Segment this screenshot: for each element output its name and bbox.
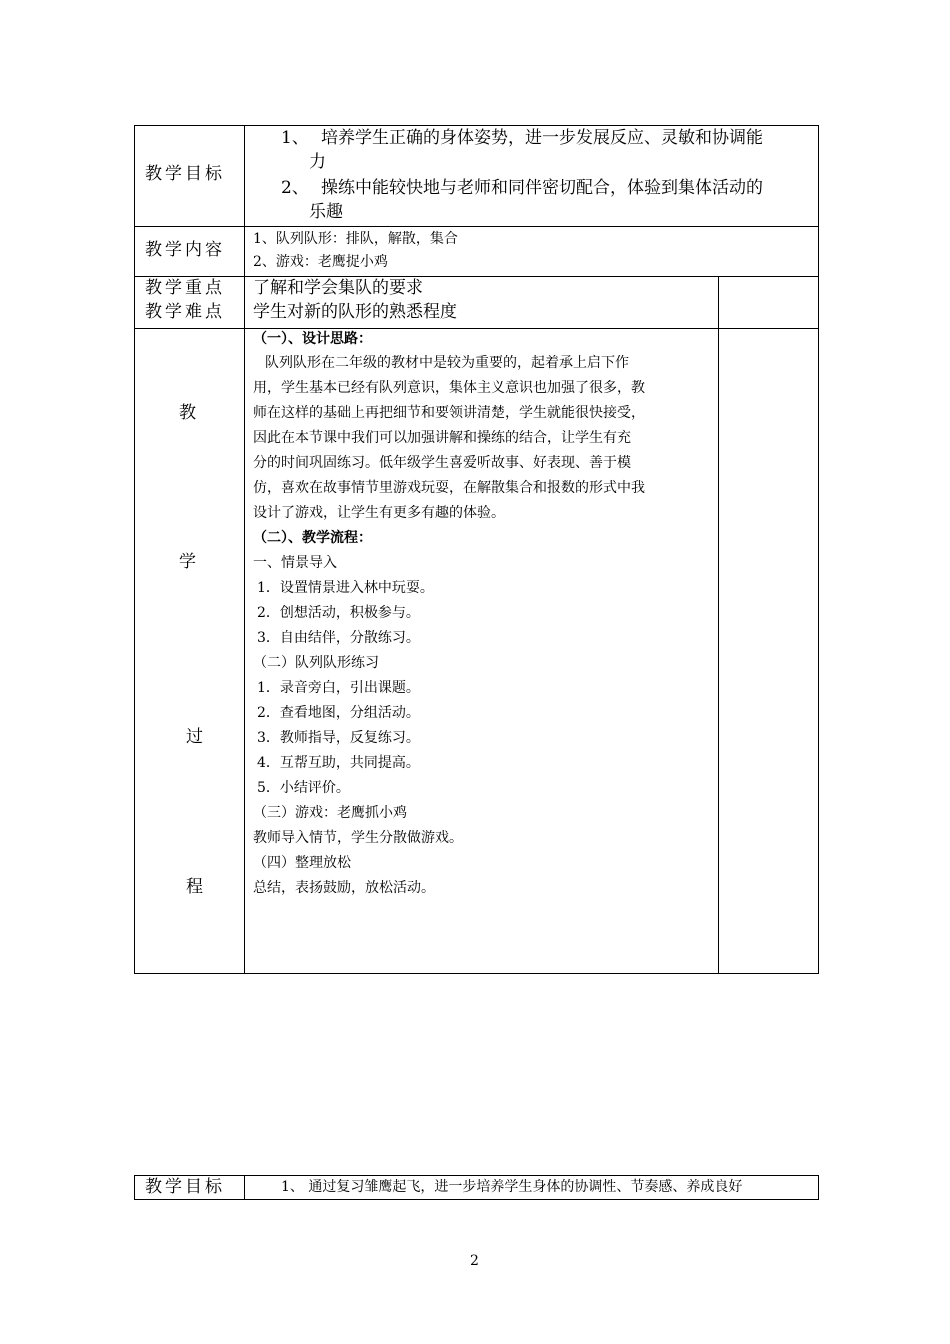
flow-step: 总结，表扬鼓励，放松活动。 <box>253 880 435 896</box>
content-line-1: 1、队列队形：排队，解散，集合 <box>253 231 458 247</box>
table2-goal-label: 教学目标 <box>145 1177 225 1197</box>
difficulty-text: 学生对新的队形的熟悉程度 <box>253 302 457 322</box>
flow-step: 5．小结评价。 <box>257 780 350 796</box>
goal-1-line2: 力 <box>309 152 326 172</box>
goal-2-line2: 乐趣 <box>309 202 343 222</box>
flow-step: 教师导入情节，学生分散做游戏。 <box>253 830 463 846</box>
flow-step: 3．教师指导，反复练习。 <box>257 730 420 746</box>
table1-border-right <box>818 125 819 974</box>
table2-border-top <box>134 1175 819 1176</box>
key-label: 教学重点 <box>145 278 225 298</box>
process-label-char-4: 程 <box>186 877 203 897</box>
flow-step: （三）游戏：老鹰抓小鸡 <box>253 805 407 821</box>
process-label-char-2: 学 <box>179 552 196 572</box>
goal-label: 教学目标 <box>145 164 225 184</box>
content-line-2: 2、游戏：老鹰捉小鸡 <box>253 254 388 270</box>
table1-border-top <box>134 125 819 126</box>
table2-goal-text: 1、 通过复习雏鹰起飞，进一步培养学生身体的协调性、节奏感、养成良好 <box>281 1179 743 1195</box>
flow-step: （二）队列队形练习 <box>253 655 379 671</box>
table1-border-left <box>134 125 135 974</box>
table1-border-bottom <box>134 973 819 974</box>
table1-row-divider-3 <box>134 328 819 329</box>
table2-border-bottom <box>134 1199 819 1200</box>
design-para-line-5: 分的时间巩固练习。低年级学生喜爱听故事、好表现、善于模 <box>253 455 631 471</box>
goal-1-line1: 培养学生正确的身体姿势，进一步发展反应、灵敏和协调能 <box>321 128 763 148</box>
table1-label-divider <box>244 125 245 974</box>
design-para-line-6: 仿，喜欢在故事情节里游戏玩耍，在解散集合和报数的形式中我 <box>253 480 645 496</box>
design-para-line-2: 用，学生基本已经有队列意识，集体主义意识也加强了很多，教 <box>253 380 645 396</box>
flow-step: 3．自由结伴，分散练习。 <box>257 630 420 646</box>
table2-label-divider <box>244 1175 245 1200</box>
design-para-line-3: 师在这样的基础上再把细节和要领讲清楚，学生就能很快接受， <box>253 405 645 421</box>
table1-extra-col-divider <box>718 276 719 974</box>
goal-1-number: 1、 <box>281 128 309 148</box>
design-para-line-4: 因此在本节课中我们可以加强讲解和操练的结合，让学生有充 <box>253 430 631 446</box>
design-para-line-7: 设计了游戏，让学生有更多有趣的体验。 <box>253 505 505 521</box>
flow-step: 2．创想活动，积极参与。 <box>257 605 420 621</box>
goal-2-number: 2、 <box>281 178 309 198</box>
flow-step: 一、情景导入 <box>253 555 337 571</box>
table1-row-divider-2 <box>134 276 819 277</box>
page-number: 2 <box>470 1253 479 1269</box>
flow-step: 4．互帮互助，共同提高。 <box>257 755 420 771</box>
flow-step: 1．设置情景进入林中玩耍。 <box>257 580 434 596</box>
table1-row-divider-1 <box>134 226 819 227</box>
key-text: 了解和学会集队的要求 <box>253 278 423 298</box>
flow-step: （四）整理放松 <box>253 855 351 871</box>
flow-step: 1．录音旁白，引出课题。 <box>257 680 420 696</box>
difficulty-label: 教学难点 <box>145 302 225 322</box>
content-label: 教学内容 <box>145 240 225 260</box>
design-heading: （一）、设计思路： <box>253 331 372 347</box>
flow-step: 2．查看地图，分组活动。 <box>257 705 420 721</box>
process-label-char-3: 过 <box>186 727 203 747</box>
flow-heading: （二）、教学流程： <box>253 530 372 546</box>
goal-2-line1: 操练中能较快地与老师和同伴密切配合，体验到集体活动的 <box>321 178 763 198</box>
design-para-line-1: 队列队形在二年级的教材中是较为重要的，起着承上启下作 <box>265 355 629 371</box>
process-label-char-1: 教 <box>179 403 196 423</box>
table2-border-left <box>134 1175 135 1200</box>
table2-border-right <box>818 1175 819 1200</box>
